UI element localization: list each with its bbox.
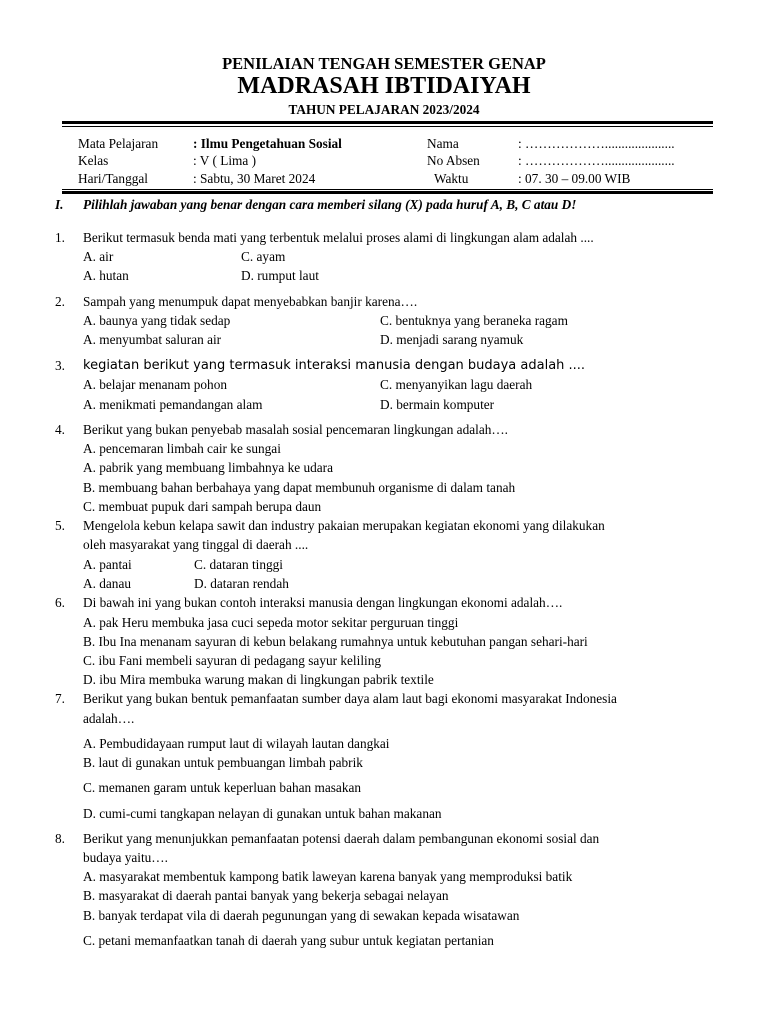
instruction-number: I.	[55, 197, 64, 212]
question-number: 6.	[55, 595, 65, 610]
option[interactable]: C. membuat pupuk dari sampah berupa daun	[83, 499, 322, 514]
absen-field[interactable]: : ……………….....................	[518, 153, 675, 168]
question-number: 1.	[55, 230, 65, 245]
time-value: : 07. 30 – 09.00 WIB	[518, 171, 631, 186]
option[interactable]: D. cumi-cumi tangkapan nelayan di gunakan untuk bahan makanan	[83, 806, 442, 821]
question-text: Berikut yang bukan bentuk pemanfaatan sumber daya alam laut bagi ekonomi masyarakat Indonesia	[83, 691, 617, 706]
class-value: : V ( Lima )	[193, 153, 257, 168]
question-number: 7.	[55, 691, 65, 706]
class-label: Kelas	[78, 153, 109, 168]
time-label: Waktu	[434, 171, 469, 186]
option[interactable]: C. bentuknya yang beraneka ragam	[380, 313, 568, 328]
exam-title: PENILAIAN TENGAH SEMESTER GENAP	[222, 54, 546, 73]
info-rule-thin	[62, 189, 713, 190]
option[interactable]: D. bermain komputer	[380, 397, 495, 412]
date-value: : Sabtu, 30 Maret 2024	[193, 171, 316, 186]
option[interactable]: A. menyumbat saluran air	[83, 332, 222, 347]
option[interactable]: D. ibu Mira membuka warung makan di lingkungan pabrik textile	[83, 672, 434, 687]
question-text: kegiatan berikut yang termasuk interaksi manusia dengan budaya adalah ....	[83, 358, 586, 373]
question-text: Di bawah ini yang bukan contoh interaksi manusia dengan lingkungan ekonomi adalah….	[83, 595, 563, 610]
question-text: Sampah yang menumpuk dapat menyebabkan banjir karena….	[83, 294, 418, 309]
student-name-label: Nama	[427, 136, 459, 151]
info-rule-thick	[62, 191, 713, 194]
subject-value: : Ilmu Pengetahuan Sosial	[193, 136, 342, 151]
option[interactable]: A. baunya yang tidak sedap	[83, 313, 231, 328]
option[interactable]: C. memanen garam untuk keperluan bahan masakan	[83, 780, 362, 795]
option[interactable]: B. masyarakat di daerah pantai banyak yang bekerja sebagai nelayan	[83, 888, 449, 903]
header-rule-thin	[62, 126, 713, 127]
subject-label: Mata Pelajaran	[78, 136, 159, 151]
header-rule-thick	[62, 121, 713, 124]
option[interactable]: A. air	[83, 249, 114, 264]
question-text: adalah….	[83, 711, 135, 726]
question-number: 5.	[55, 518, 65, 533]
option[interactable]: C. ibu Fani membeli sayuran di pedagang sayur keliling	[83, 653, 382, 668]
option[interactable]: A. pantai	[83, 557, 132, 572]
option[interactable]: D. rumput laut	[241, 268, 319, 283]
option[interactable]: C. dataran tinggi	[194, 557, 283, 572]
option[interactable]: A. Pembudidayaan rumput laut di wilayah lautan dangkai	[83, 736, 390, 751]
absen-label: No Absen	[427, 153, 480, 168]
question-number: 4.	[55, 422, 65, 437]
instruction-text: Pilihlah jawaban yang benar dengan cara memberi silang (X) pada huruf A, B, C atau D!	[83, 197, 577, 212]
school-name: MADRASAH IBTIDAIYAH	[237, 73, 531, 99]
question-text: Berikut yang bukan penyebab masalah sosial pencemaran lingkungan adalah….	[83, 422, 508, 437]
academic-year: TAHUN PELAJARAN 2023/2024	[288, 102, 480, 117]
option[interactable]: A. danau	[83, 576, 131, 591]
question-text: oleh masyarakat yang tinggal di daerah ....	[83, 537, 309, 552]
option[interactable]: D. dataran rendah	[194, 576, 289, 591]
option[interactable]: A. pak Heru membuka jasa cuci sepeda motor sekitar perguruan tinggi	[83, 615, 459, 630]
option[interactable]: A. menikmati pemandangan alam	[83, 397, 263, 412]
option[interactable]: A. hutan	[83, 268, 129, 283]
student-name-field[interactable]: : ……………….....................	[518, 136, 675, 151]
option[interactable]: B. laut di gunakan untuk pembuangan limbah pabrik	[83, 755, 363, 770]
question-number: 2.	[55, 294, 65, 309]
option[interactable]: B. banyak terdapat vila di daerah pegunungan yang di sewakan kepada wisatawan	[83, 908, 520, 923]
question-text: budaya yaitu….	[83, 850, 168, 865]
question-number: 3.	[55, 358, 65, 373]
option[interactable]: C. ayam	[241, 249, 286, 264]
option[interactable]: A. pencemaran limbah cair ke sungai	[83, 441, 281, 456]
option[interactable]: C. menyanyikan lagu daerah	[380, 377, 533, 392]
option[interactable]: B. Ibu Ina menanam sayuran di kebun belakang rumahnya untuk kebutuhan pangan sehari-hari	[83, 634, 588, 649]
option[interactable]: B. membuang bahan berbahaya yang dapat membunuh organisme di dalam tanah	[83, 480, 516, 495]
date-label: Hari/Tanggal	[78, 171, 148, 186]
question-text: Berikut yang menunjukkan pemanfaatan potensi daerah dalam pembangunan ekonomi sosial dan	[83, 831, 600, 846]
question-text: Mengelola kebun kelapa sawit dan industry pakaian merupakan kegiatan ekonomi yang dilakukan	[83, 518, 605, 533]
question-text: Berikut termasuk benda mati yang terbentuk melalui proses alami di lingkungan alam adalah ....	[83, 230, 594, 245]
option[interactable]: D. menjadi sarang nyamuk	[380, 332, 524, 347]
option[interactable]: C. petani memanfaatkan tanah di daerah yang subur untuk kegiatan pertanian	[83, 933, 494, 948]
option[interactable]: A. belajar menanam pohon	[83, 377, 227, 392]
option[interactable]: A. pabrik yang membuang limbahnya ke udara	[83, 460, 333, 475]
option[interactable]: A. masyarakat membentuk kampong batik laweyan karena banyak yang memproduksi batik	[83, 869, 573, 884]
question-number: 8.	[55, 831, 65, 846]
